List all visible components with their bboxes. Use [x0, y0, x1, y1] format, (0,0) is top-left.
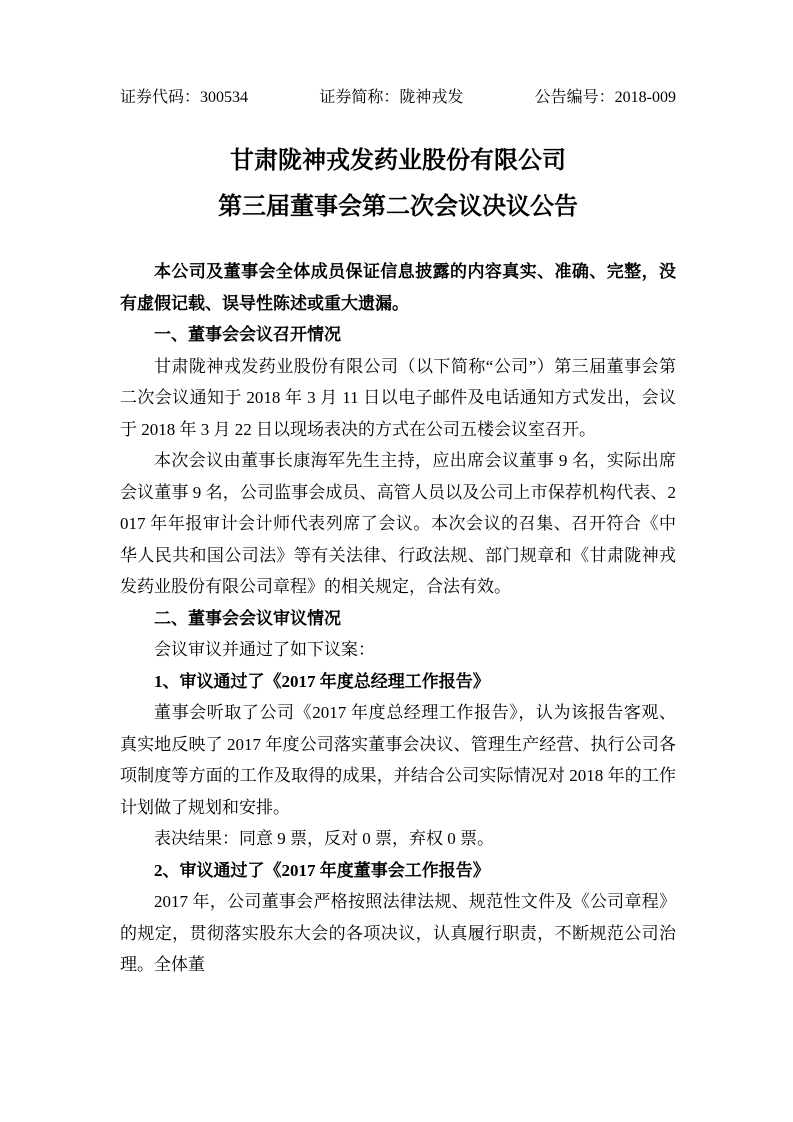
document-header [120, 88, 676, 108]
section-1-paragraph-2: 本次会议由董事长康海军先生主持，应出席会议董事 9 名，实际出席会议董事 9 名，公司监事会成员、高管人员以及公司上市保荐机构代表、2017 年年报审计会计师代表列席了会议。本次会议的召集、召开符合《中华人民共和国公司法》等有关法律、行政法规、部门规章和《甘肃陇神戎发药业股份有限公司章程》的相关规定，合法有效。 [120, 451, 676, 596]
agenda-item-1-vote-result: 表决结果：同意 9 票，反对 0 票，弃权 0 票。 [154, 829, 494, 848]
section-1-paragraph-1: 甘肃陇神戎发药业股份有限公司（以下简称“公司”）第三届董事会第二次会议通知于 2018 年 3 月 11 日以电子邮件及电话通知方式发出，会议于 2018 年 3 月 22 日以现场表决的方式在公司五楼会议室召开。 [120, 356, 676, 439]
section-2-heading: 二、董事会会议审议情况 [154, 608, 341, 628]
title-line-1: 甘肃陇神戎发药业股份有限公司 [230, 148, 566, 174]
stock-name: 证券简称：陇神戎发 [319, 89, 464, 106]
title-line-2: 第三届董事会第二次会议决议公告 [218, 194, 578, 220]
disclaimer-paragraph: 本公司及董事会全体成员保证信息披露的内容真实、准确、完整，没有虚假记载、误导性陈述或重大遗漏。 [120, 262, 676, 313]
agenda-item-1-heading: 1、审议通过了《2017 年度总经理工作报告》 [154, 671, 490, 691]
agenda-item-2-body: 2017 年，公司董事会严格按照法律法规、规范性文件及《公司章程》的规定，贯彻落实股东大会的各项决议，认真履行职责，不断规范公司治理。全体董 [120, 892, 676, 974]
section-2-intro: 会议审议并通过了如下议案： [154, 640, 375, 659]
stock-code: 证券代码：300534 [120, 89, 249, 106]
agenda-item-1-body: 董事会听取了公司《2017 年度总经理工作报告》，认为该报告客观、真实地反映了 2017 年度公司落实董事会决议、管理生产经营、执行公司各项制度等方面的工作及取得的成果，并结合公司实际情况对 2018 年的工作计划做了规划和安排。 [120, 703, 676, 817]
announcement-number: 公告编号：2018-009 [534, 89, 676, 106]
section-1-heading: 一、董事会会议召开情况 [154, 325, 341, 344]
agenda-item-2-heading: 2、审议通过了《2017 年度董事会工作报告》 [154, 860, 490, 880]
document-title [120, 138, 676, 230]
